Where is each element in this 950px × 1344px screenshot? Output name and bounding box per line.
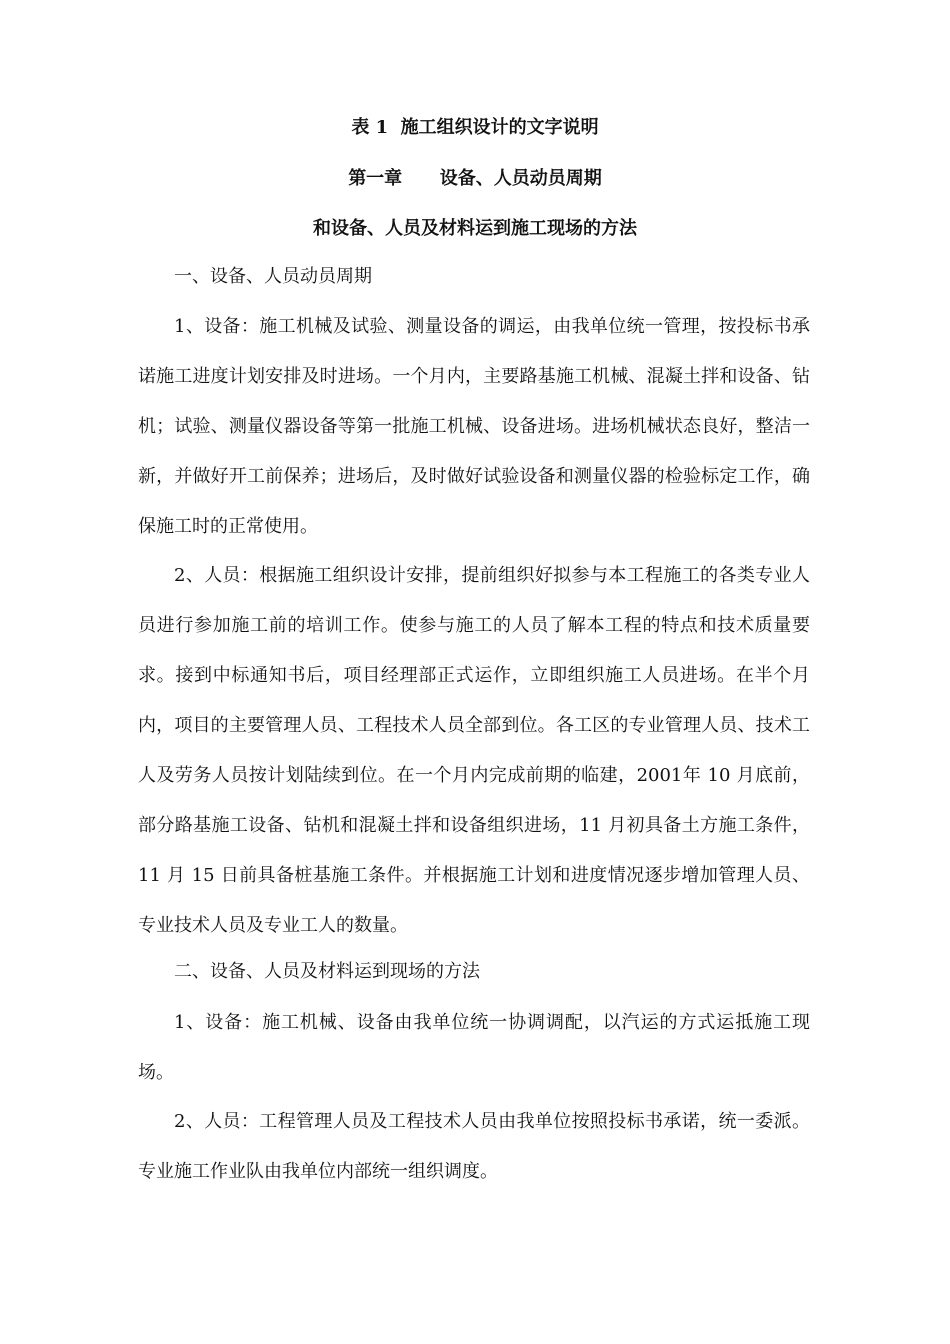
section-1-paragraph-equipment: 1、设备：施工机械及试验、测量设备的调运，由我单位统一管理，按投标书承诺施工进度计划安排及时进场。一个月内，主要路基施工机械、混凝土拌和设备、钻机；试验、测量仪器设备等第一批施工机械、设备进场。进场机械状态良好，整洁一新，并做好开工前保养；进场后，及时做好试验设备和测量仪器的检验标定工作，确保施工时的正常使用。 (138, 316, 810, 537)
chapter-subtitle: 和设备、人员及材料运到施工现场的方法 (313, 218, 637, 239)
section-1-title: 一、设备、人员动员周期 (174, 266, 372, 287)
chapter-title: 第一章 设备、人员动员周期 (348, 168, 602, 189)
section-2-title: 二、设备、人员及材料运到现场的方法 (174, 961, 480, 982)
section-2-paragraph-equipment: 1、设备：施工机械、设备由我单位统一协调调配，以汽运的方式运抵施工现场。 (138, 1012, 810, 1083)
section-1-paragraph-personnel: 2、人员：根据施工组织设计安排，提前组织好拟参与本工程施工的各类专业人员进行参加施工前的培训工作。使参与施工的人员了解本工程的特点和技术质量要求。接到中标通知书后，项目经理部正式运作，立即组织施工人员进场。在半个月内，项目的主要管理人员、工程技术人员全部到位。各工区的专业管理人员、技术工人及劳务人员按计划陆续到位。在一个月内完成前期的临建，2001年 10 月底前，部分路基施工设备、钻机和混凝土拌和设备组织进场，11 月初具备土方施工条件，11 月 15 日前具备桩基施工条件。并根据施工计划和进度情况逐步增加管理人员、专业技术人员及专业工人的数量。 (138, 565, 810, 936)
table-title: 表 1 施工组织设计的文字说明 (351, 117, 599, 138)
section-2-paragraph-personnel: 2、人员：工程管理人员及工程技术人员由我单位按照投标书承诺，统一委派。专业施工作业队由我单位内部统一组织调度。 (138, 1111, 810, 1182)
